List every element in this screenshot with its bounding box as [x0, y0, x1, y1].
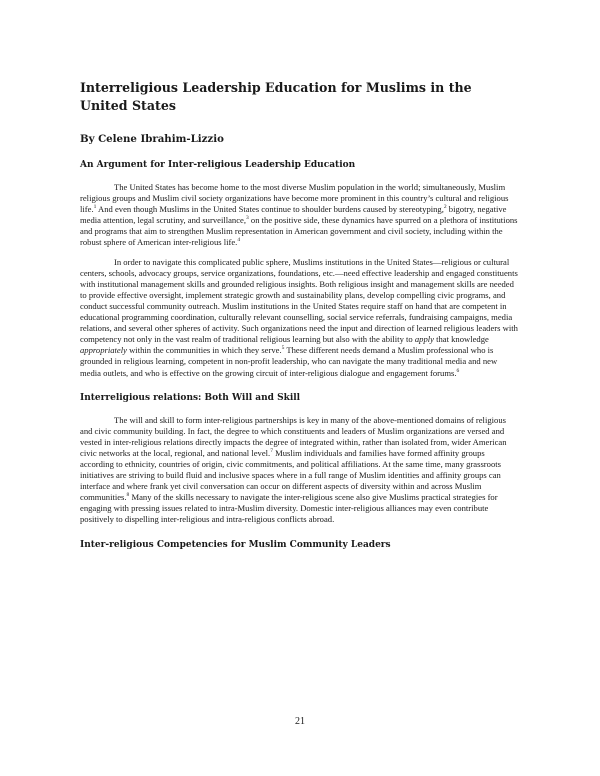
- footnote-marker[interactable]: 6: [456, 367, 460, 374]
- paragraph-diverse-population: The United States has become home to the most diverse Muslim population in the world; simultaneously, Muslim religious groups and Muslim civil society organizations have become more prominent in this country’s cultural and religious life.$^1$ And even though Muslims in the United States continue to shoulder burdens caused by stereotyping,$^2$ bigotry, negative media attention, legal scrutiny, and surveillance,$^3$ on the positive side, these dynamics have spurred on a plethora of institutions and programs that aim to strengthen Muslim representation in American government and civil society, including within the robust sphere of American inter-religious life.$^4$: [80, 182, 518, 248]
- footnote-marker[interactable]: 3: [246, 215, 249, 222]
- page-number: 21: [295, 716, 305, 727]
- paragraph-partnerships: The will and skill to form inter-religious partnerships is key in many of the above-mentioned domains of religious and civic community building. In fact, the degree to which constituents and leaders of Muslim organizations are versed and vested in inter-religious relations directly impacts the degree of integrated within, rather than isolated from, wider American civic networks at the local, regional, and national level.$^7$ Muslim individuals and families have formed affinity groups according to ethnicity, countries of origin, civic commitments, and political affiliations. At the same time, many grassroots initiatives are striving to build fluid and inclusive spaces where in a full range of Muslim identities and affinity groups can interface and where frank yet civil conversation can occur on different aspects of diversity within and across Muslim communities.$^8$ Many of the skills necessary to navigate the inter-religious scene also give Muslims practical strategies for engaging with pressing issues related to intra-Muslim diversity. Domestic inter-religious alliances may even contribute positively to dispelling inter-religious and intra-religious conflicts abroad.: [80, 414, 507, 525]
- section-heading-will-and-skill: Interreligious relations: Both Will and Skill: [80, 392, 301, 403]
- author-byline: By Celene Ibrahim-Lizzio: [80, 133, 224, 145]
- footnote-marker[interactable]: 4: [237, 237, 241, 244]
- section-heading-argument: An Argument for Inter-religious Leadership Education: [80, 160, 356, 170]
- footnote-marker[interactable]: 8: [126, 492, 130, 499]
- section-heading-competencies: Inter-religious Competencies for Muslim Community Leaders: [80, 539, 391, 550]
- footnote-marker[interactable]: 2: [443, 204, 447, 211]
- document-title: Interreligious Leadership Education for Muslims in the United States: [80, 80, 472, 113]
- paragraph-public-sphere: In order to navigate this complicated public sphere, Muslims institutions in the United States—religious or cultural centers, schools, advocacy groups, service organizations, foundations, etc.—need effective leadership and engaged constituents with institutional management skills and grounded religious insights. Both religious insight and management skills are needed to provide effective oversight, implement strategic growth and sustainability plans, develop compelling civic programs, and conduct successful community outreach. Muslim institutions in the United States require staff on hand that are competent in educational programming coordination, culturally relevant counselling, social service referrals, fundraising campaigns, media relations, and several other spheres of activity. Such organizations need the input and direction of learned religious leaders with competency not only in the vast realm of traditional religious learning but also with the ability to apply that knowledge appropriately within the communities in which they serve.$^5$ These different needs demand a Muslim professional who is grounded in religious learning, competent in non-profit leadership, who can navigate the many traditional media and new media outlets, and who is effective on the growing circuit of inter-religious dialogue and engagement forums.$^6$: [80, 256, 518, 378]
- footnote-marker[interactable]: 5: [281, 345, 285, 352]
- footnote-marker[interactable]: 1: [93, 204, 97, 211]
- page-body: [80, 79, 520, 552]
- footnote-marker[interactable]: 7: [270, 448, 273, 455]
